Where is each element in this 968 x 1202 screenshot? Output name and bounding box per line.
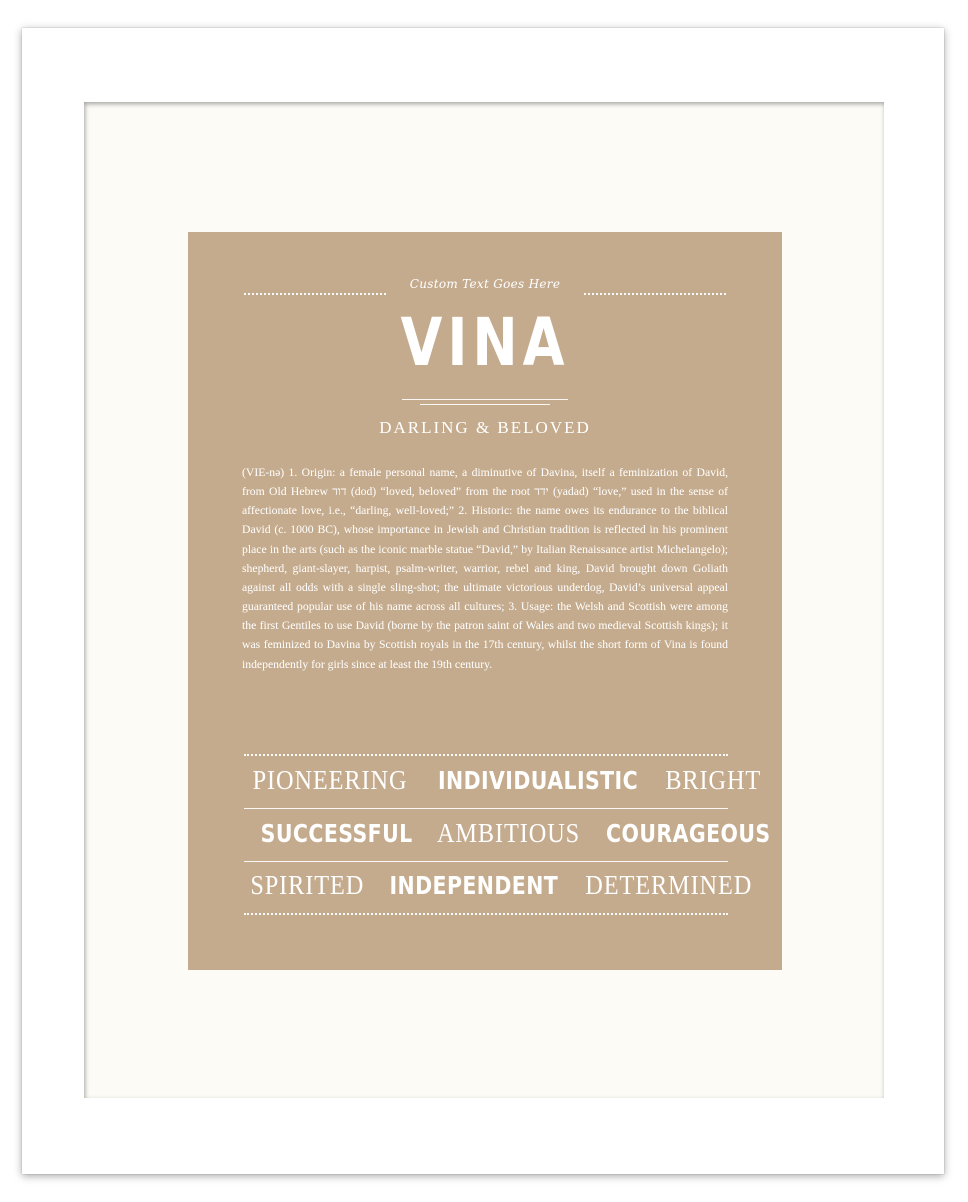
dotted-divider-traits-bottom <box>244 913 728 915</box>
custom-text: Custom Text Goes Here <box>409 277 561 291</box>
name-print <box>188 232 782 970</box>
trait-word: INDIVIDUALISTIC <box>437 766 639 795</box>
trait-word: DETERMINED <box>585 870 753 900</box>
trait-row-2 <box>244 818 771 849</box>
name-definition <box>242 463 728 674</box>
trait-word: SUCCESSFUL <box>260 819 413 848</box>
trait-word: BRIGHT <box>665 765 762 795</box>
trait-word: AMBITIOUS <box>437 818 581 848</box>
trait-separator <box>244 861 728 862</box>
name-title: VINA <box>400 304 570 381</box>
trait-word: COURAGEOUS <box>606 819 771 848</box>
name-underline-top <box>402 399 568 400</box>
name-meaning: DARLING & BELOVED <box>379 418 591 437</box>
dotted-divider-traits-top <box>244 754 728 756</box>
picture-frame <box>22 28 944 1174</box>
mat-board <box>84 102 884 1098</box>
definition-text: (VIE-nə) 1. Origin: a female personal name, a diminutive of Davina, itself a feminization of David, from Old Hebrew דוד (dod) “loved, beloved” from the root ידד (yadad) “love,” used in the sense of affectionate love, i.e., “darling, well-loved;” 2. Historic: the name owes its endurance to the biblical David (c. 1000 BC), whose importance in Jewish and Christian tradition is reflected in his prominent place in the arts (such as the iconic marble statue “David,” by Italian Renaissance artist Michelangelo); shepherd, giant-slayer, harpist, psalm-writer, warrior, rebel and king, David brought down Goliath against all odds with a single sling-shot; the ultimate victorious underdog, David’s universal appeal guaranteed popular use of his name across all cultures; 3. Usage: the Welsh and Scottish were among the first Gentiles to use David (borne by the patron saint of Wales and two medieval Scottish kings); it was feminized to Davina by Scottish royals in the 17th century, whilst the short form of Vina is found independently for girls since at least the 19th century. <box>242 466 728 671</box>
trait-row-3 <box>244 870 753 901</box>
trait-row-1 <box>244 765 762 796</box>
trait-word: PIONEERING <box>252 765 408 795</box>
dotted-divider-right <box>584 293 726 295</box>
trait-word: INDEPENDENT <box>389 871 558 900</box>
name-underline-bottom <box>420 404 550 405</box>
trait-word: SPIRITED <box>250 870 365 900</box>
trait-separator <box>244 808 728 809</box>
dotted-divider-left <box>244 293 386 295</box>
